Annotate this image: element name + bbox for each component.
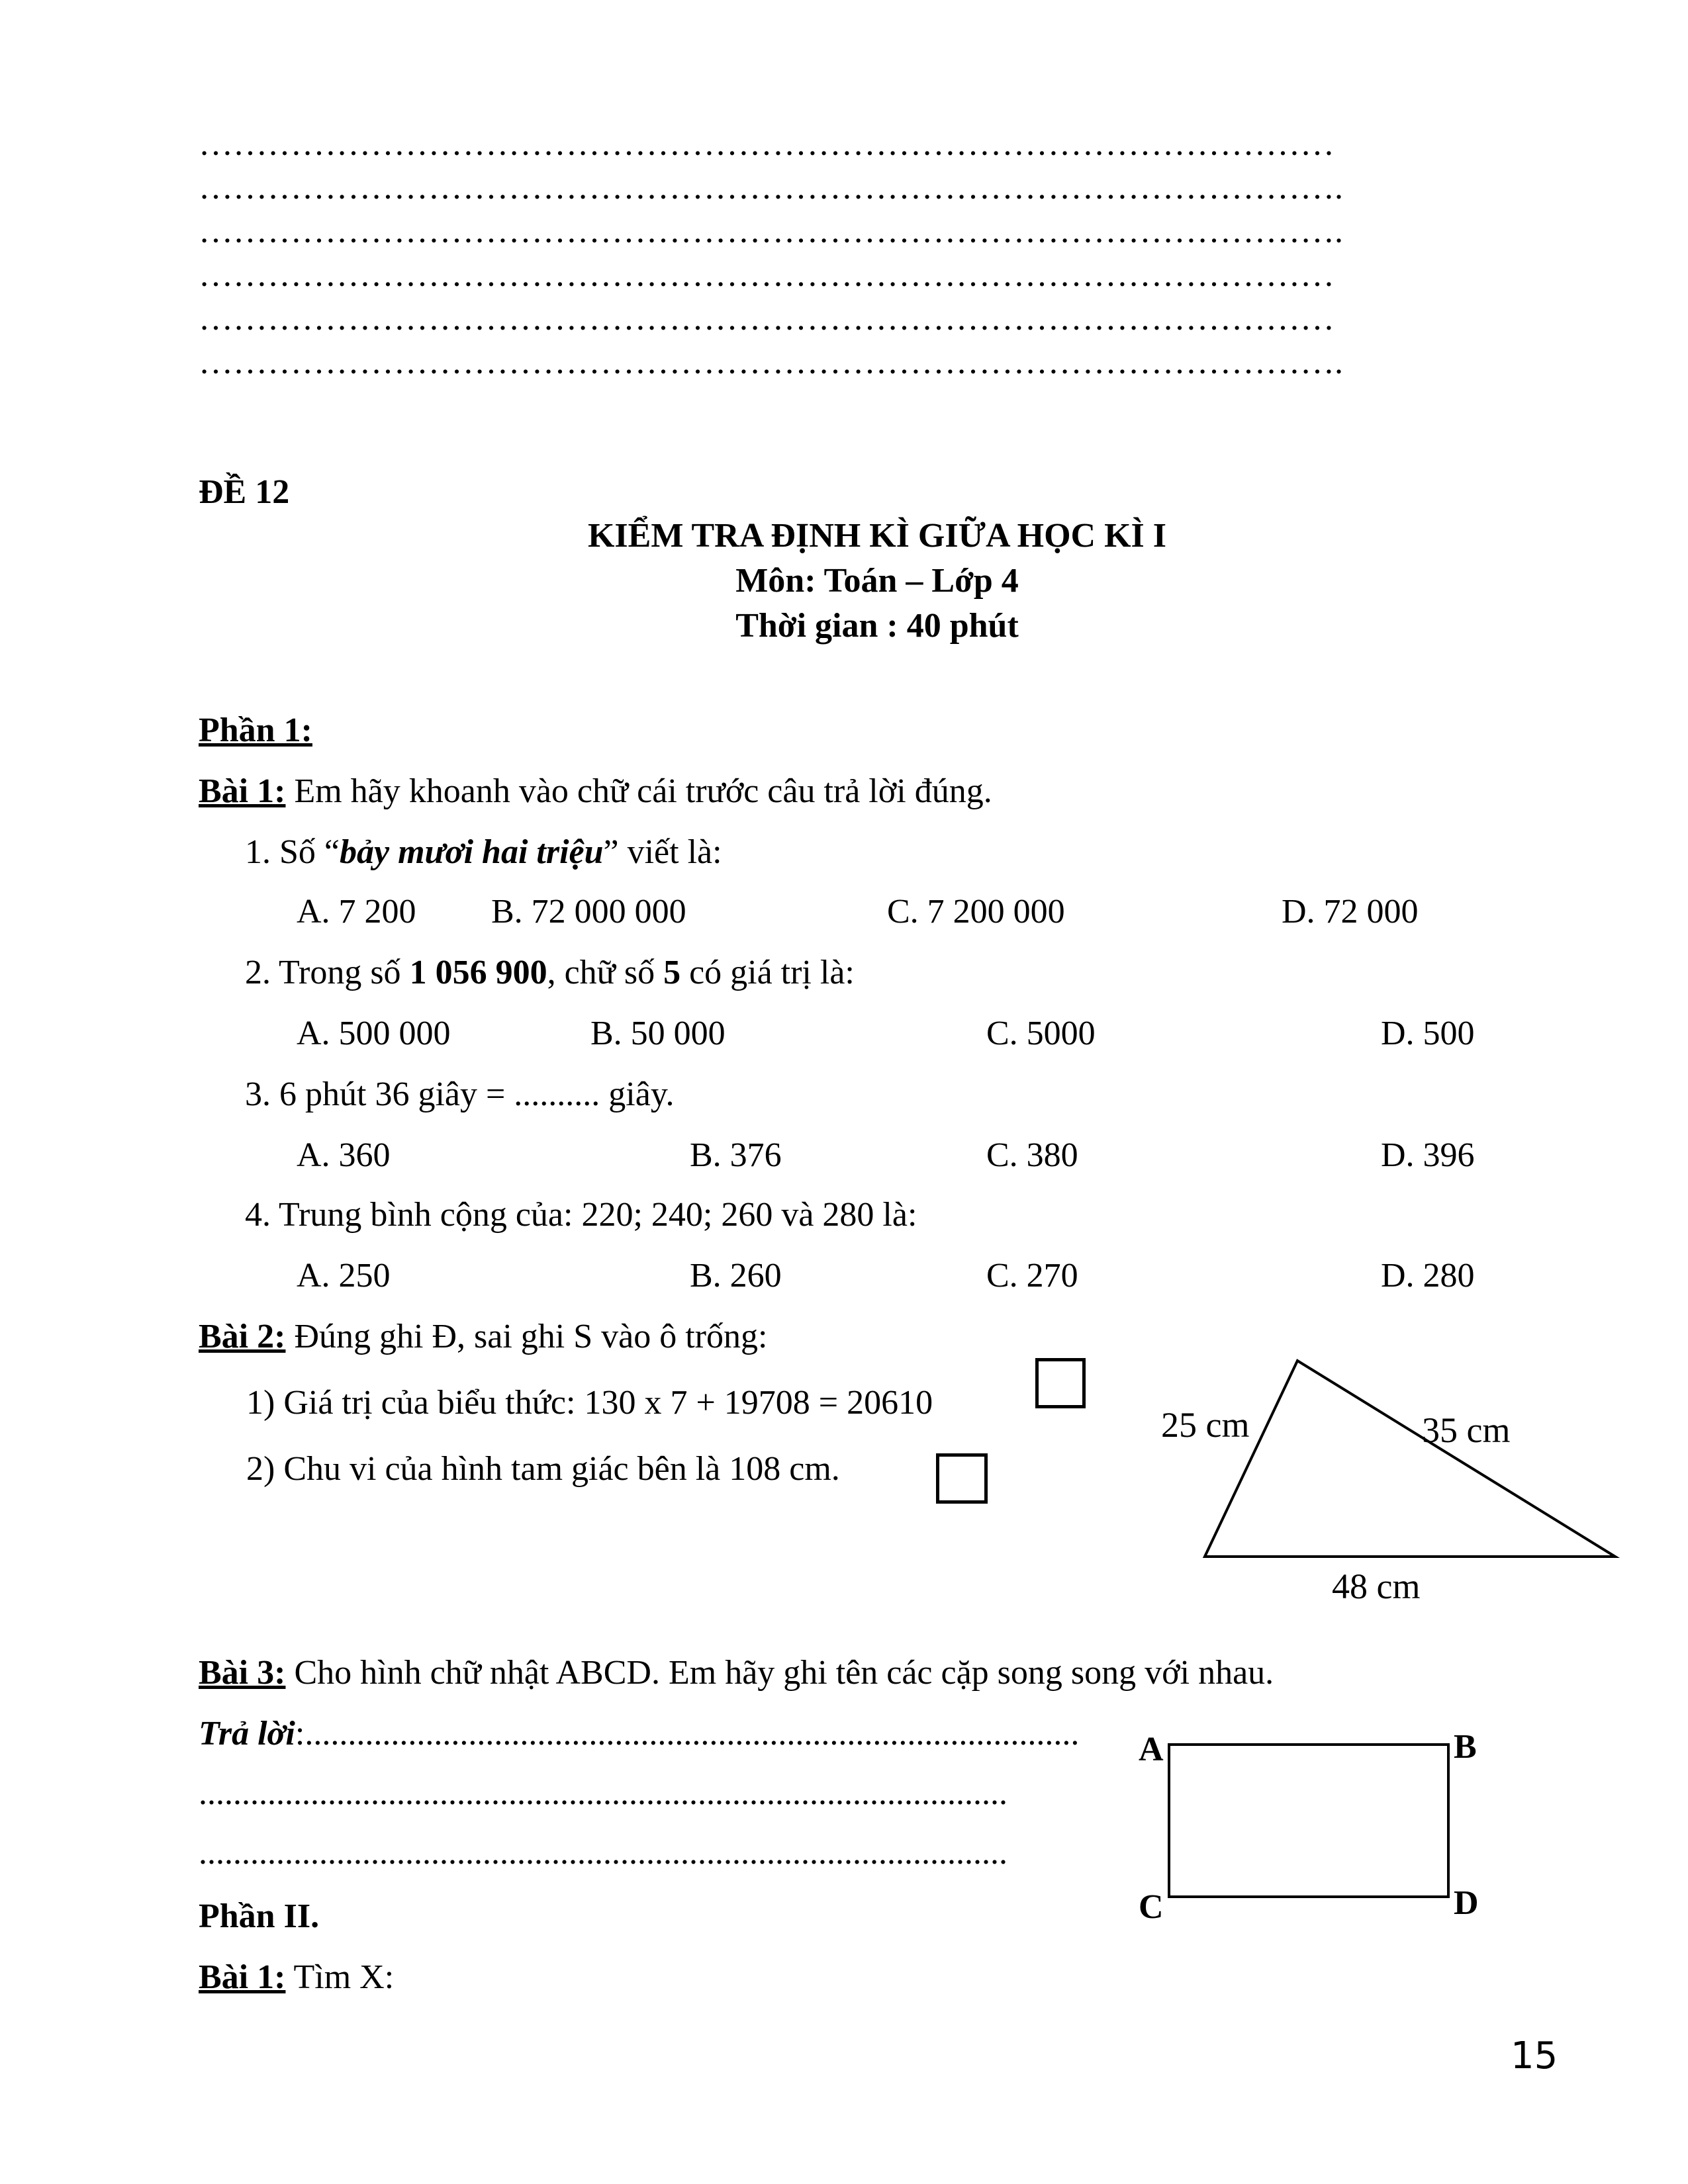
bai2-text: Đúng ghi Đ, sai ghi S vào ô trống:	[285, 1318, 768, 1355]
q3-option-a: A. 360	[297, 1136, 391, 1174]
exam-time: Thời gian : 40 phút	[735, 607, 1019, 645]
answer-line-5: ………………………………………………………………………………………	[199, 300, 1335, 338]
exam-number: ĐỀ 12	[199, 473, 290, 511]
bai2-line	[199, 1320, 767, 1354]
answer-dots-1[interactable]: ..........................................................................................	[305, 1715, 1080, 1752]
part2-bai1-text: Tìm X:	[285, 1958, 395, 1996]
bai1-label: Bài 1:	[199, 772, 286, 810]
exam-title: KIỂM TRA ĐỊNH KÌ GIỮA HỌC KÌ I	[587, 517, 1167, 555]
q2-stem	[245, 956, 855, 990]
q4-option-a: A. 250	[297, 1257, 391, 1295]
q2-option-b: B. 50 000	[590, 1015, 726, 1052]
bai2-item-2: 2) Chu vi của hình tam giác bên là 108 cm.	[246, 1450, 840, 1488]
q1-option-b: B. 72 000 000	[491, 893, 686, 931]
bai3-label: Bài 3:	[199, 1654, 286, 1692]
q2-pre: 2. Trong số	[245, 954, 410, 991]
q3-option-b: B. 376	[690, 1136, 782, 1174]
q4-stem: 4. Trung bình cộng của: 220; 240; 260 và 280 là:	[245, 1196, 917, 1234]
q4-option-c: C. 270	[986, 1257, 1078, 1295]
page-number: 15	[1511, 2034, 1558, 2077]
q4-option-b: B. 260	[690, 1257, 782, 1295]
part1-heading: Phần 1:	[199, 711, 312, 749]
q2-digit: 5	[663, 954, 681, 991]
answer-dots-3[interactable]: ..............................................................................................	[199, 1834, 1008, 1872]
answer-line-3: ……………………………………………………………………………………….	[199, 212, 1343, 250]
answer-line	[199, 1717, 1079, 1751]
rect-label-c: C	[1139, 1888, 1164, 1926]
answer-line-1: ………………………………………………………………………………………	[199, 125, 1335, 163]
triangle-right-label: 35 cm	[1422, 1410, 1511, 1450]
rect-label-d: D	[1454, 1884, 1479, 1922]
q1-option-c: C. 7 200 000	[887, 893, 1065, 931]
q1-option-a: A. 7 200	[297, 893, 416, 931]
rectangle-abcd	[1168, 1743, 1450, 1898]
answer-dots-2[interactable]: ..............................................................................................	[199, 1774, 1008, 1812]
q2-post: có giá trị là:	[680, 954, 855, 991]
q2-option-d: D. 500	[1381, 1015, 1475, 1052]
answer-line-6: ……………………………………………………………………………………….	[199, 343, 1343, 381]
rect-label-a: A	[1139, 1731, 1164, 1768]
q1-option-d: D. 72 000	[1282, 893, 1419, 931]
bai1-line	[199, 774, 992, 809]
triangle-figure	[1178, 1350, 1628, 1575]
answer-colon: :	[295, 1715, 305, 1752]
triangle-bottom-label: 48 cm	[1332, 1567, 1421, 1606]
part2-bai1-label: Bài 1:	[199, 1958, 286, 1996]
exam-subject: Môn: Toán – Lớp 4	[735, 562, 1019, 600]
q1-post: ” viết là:	[603, 833, 722, 871]
answer-box-2[interactable]	[936, 1453, 988, 1504]
part2-heading: Phần II.	[199, 1897, 320, 1935]
bai2-label: Bài 2:	[199, 1318, 286, 1355]
bai2-item-1: 1) Giá trị của biểu thức: 130 x 7 + 19708 = 20610	[246, 1384, 933, 1422]
answer-line-4: ………………………………………………………………………………………	[199, 256, 1335, 294]
q3-option-d: D. 396	[1381, 1136, 1475, 1174]
triangle-shape	[1205, 1361, 1615, 1557]
part2-bai1-line	[199, 1960, 394, 1995]
q2-option-c: C. 5000	[986, 1015, 1096, 1052]
q2-option-a: A. 500 000	[297, 1015, 451, 1052]
q1-stem	[245, 835, 722, 870]
bai3-text: Cho hình chữ nhật ABCD. Em hãy ghi tên các cặp song song với nhau.	[285, 1654, 1274, 1692]
answer-box-1[interactable]	[1035, 1358, 1086, 1408]
q4-option-d: D. 280	[1381, 1257, 1475, 1295]
q1-pre: 1. Số “	[245, 833, 340, 871]
answer-line-2: ……………………………………………………………………………………….	[199, 169, 1343, 206]
answer-label: Trả lời	[199, 1715, 295, 1752]
rect-label-b: B	[1454, 1728, 1477, 1766]
q3-stem: 3. 6 phút 36 giây = .......... giây.	[245, 1075, 675, 1113]
bai3-line	[199, 1656, 1274, 1690]
q2-number: 1 056 900	[409, 954, 547, 991]
q1-bold-italic: bảy mươi hai triệu	[340, 833, 604, 871]
q2-mid: , chữ số	[547, 954, 664, 991]
triangle-left-label: 25 cm	[1161, 1405, 1250, 1445]
bai1-text: Em hãy khoanh vào chữ cái trước câu trả lời đúng.	[285, 772, 992, 810]
q3-option-c: C. 380	[986, 1136, 1078, 1174]
